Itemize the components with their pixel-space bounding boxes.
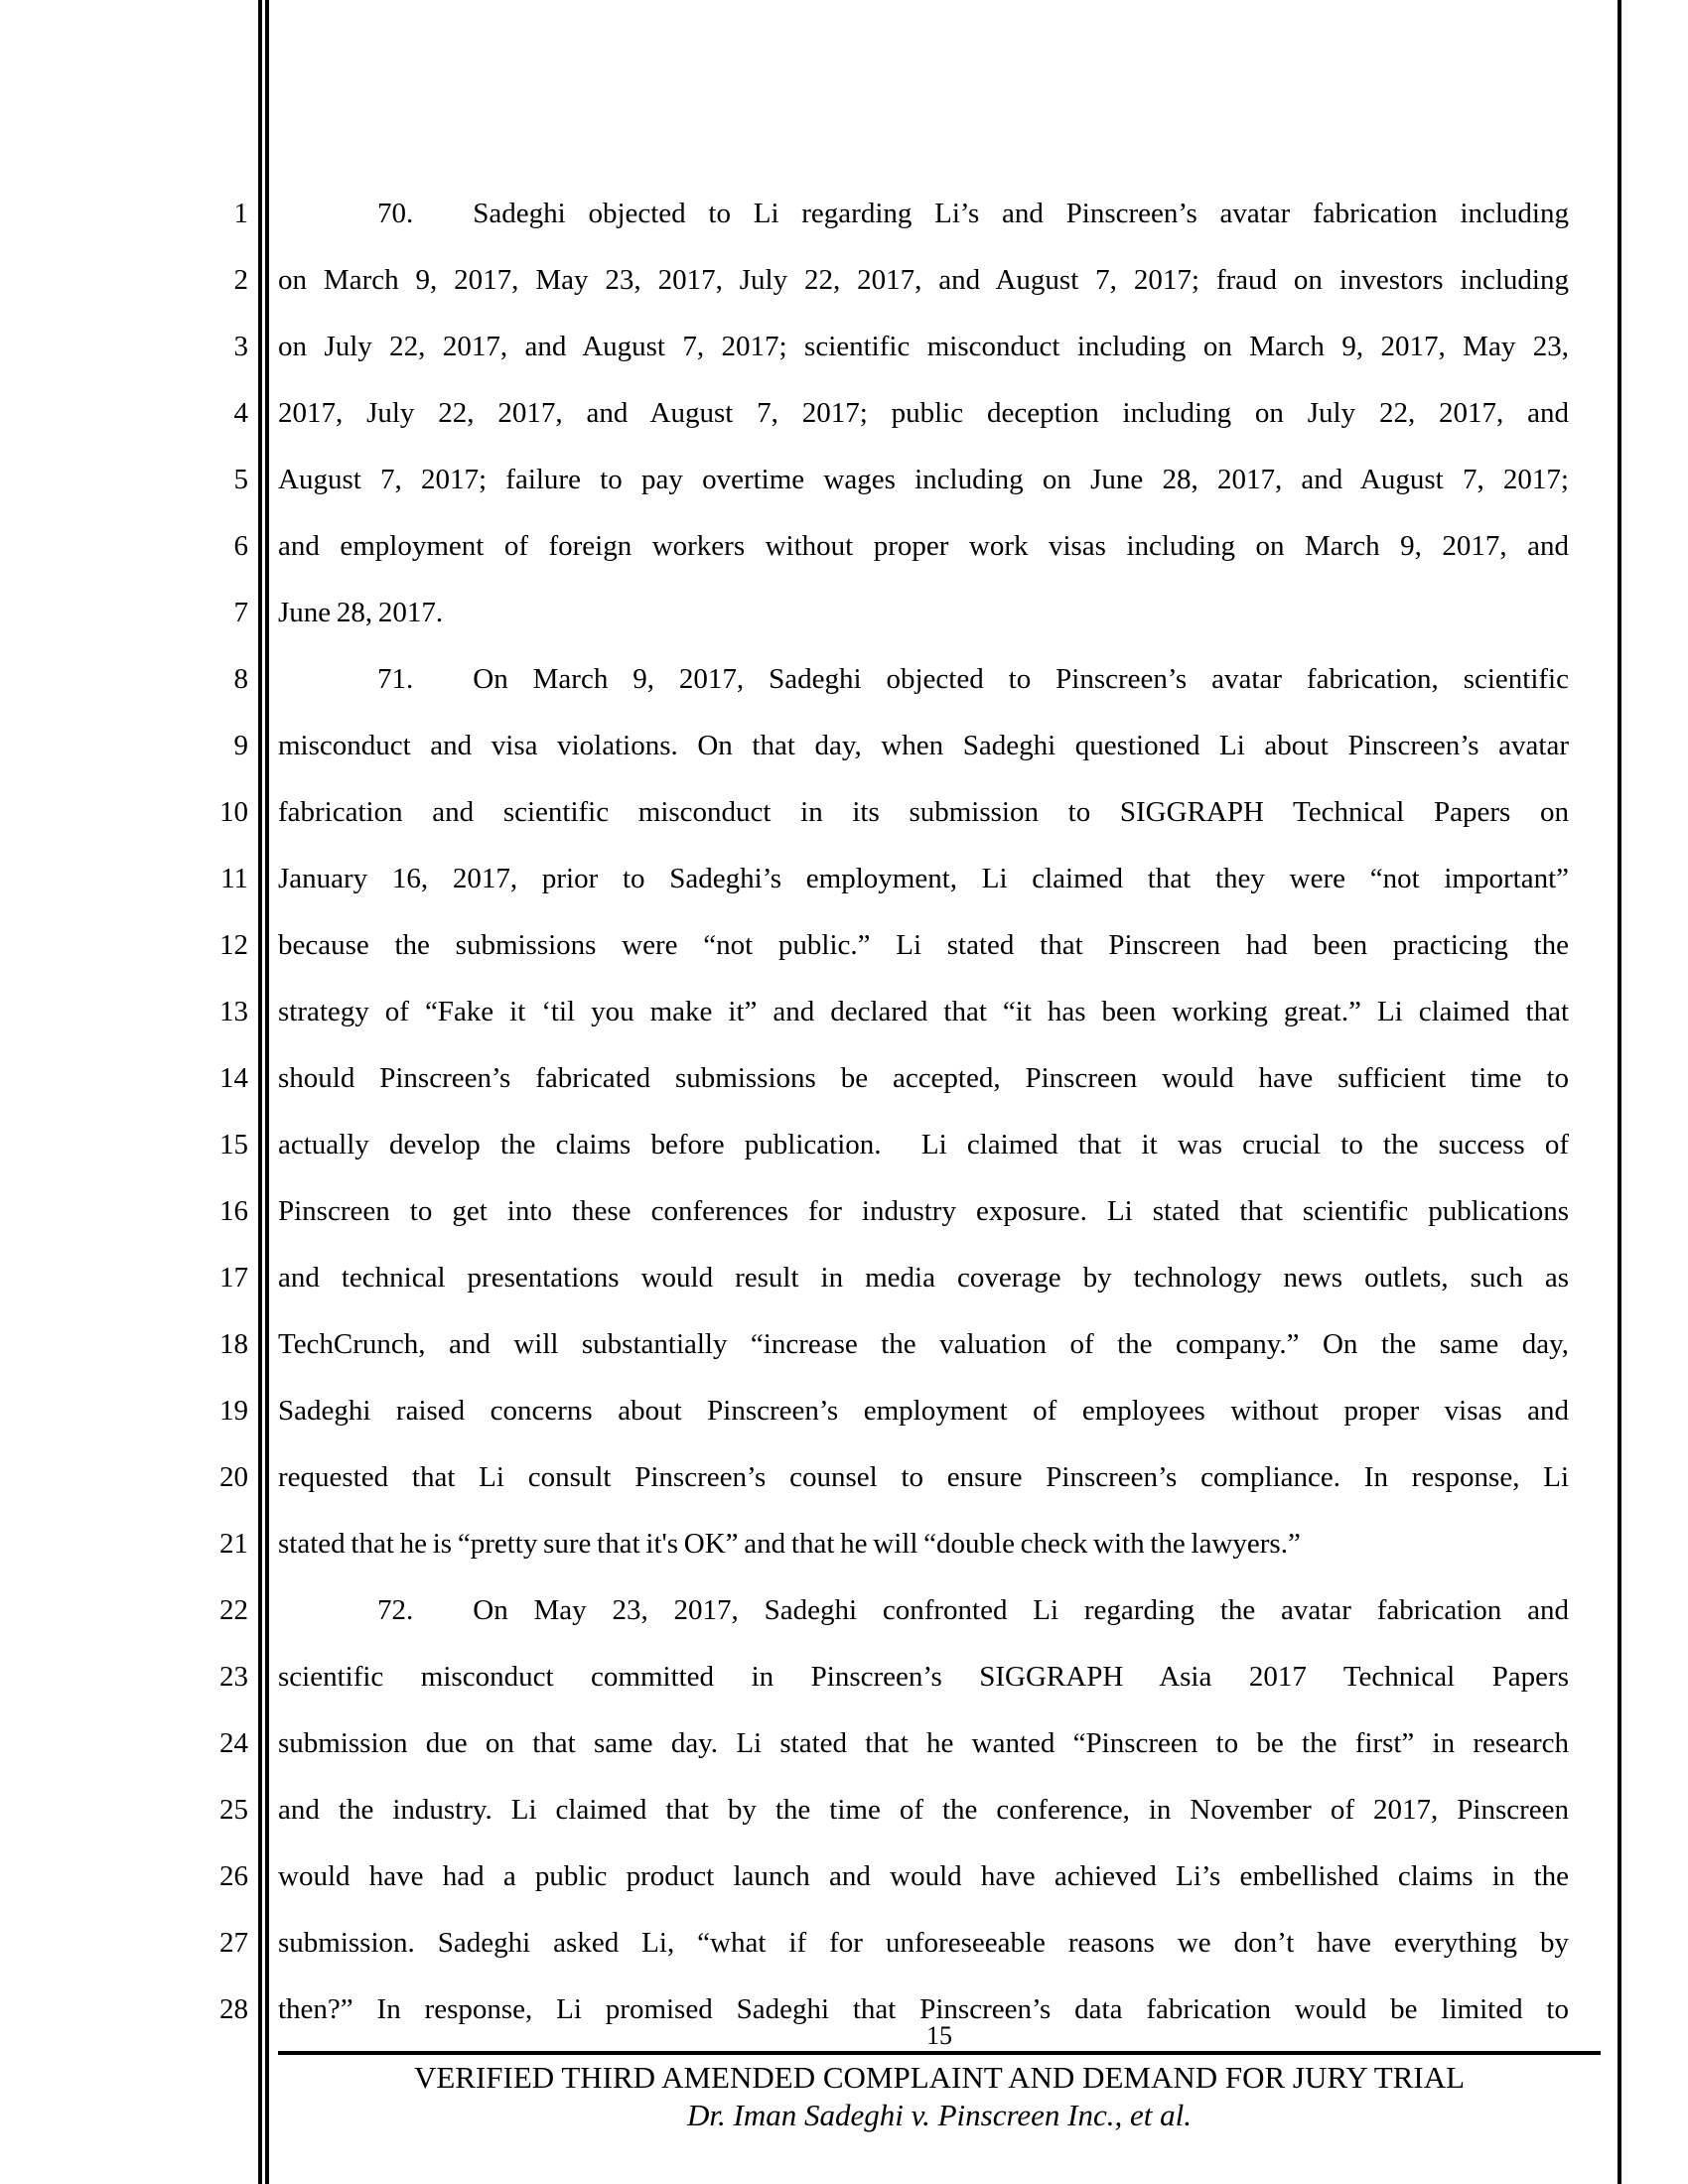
line-text [278,912,1569,979]
line-number: 23 [219,1661,248,1693]
line-text [278,646,1569,713]
line-text-content: submission due on that same day. Li stated that he wanted “Pinscreen to be the first” in research [278,1727,1569,1759]
text-line [0,314,1688,380]
line-number: 25 [219,1794,248,1826]
line-number: 28 [219,1993,248,2025]
line-text [278,979,1569,1045]
text-line [0,447,1688,513]
line-text-content: requested that Li consult Pinscreen’s counsel to ensure Pinscreen’s compliance. In response, Li [278,1461,1569,1493]
line-text-content: On May 23, 2017, Sadeghi confronted Li regarding the avatar fabrication and [473,1594,1569,1626]
line-text-content: actually develop the claims before publication. Li claimed that it was crucial to the success of [278,1129,1569,1160]
line-text-content: TechCrunch, and will substantially “increase the valuation of the company.” On the same day, [278,1328,1569,1360]
line-text [278,1245,1569,1311]
line-number: 5 [233,464,248,495]
line-number: 13 [219,996,248,1027]
text-line [0,1311,1688,1378]
line-text [278,1178,1569,1245]
footer-title: VERIFIED THIRD AMENDED COMPLAINT AND DEMAND FOR JURY TRIAL [413,2060,1466,2095]
line-text [278,380,1569,447]
line-text [278,1311,1569,1378]
line-text [278,1710,1569,1777]
line-text [278,1977,1569,2043]
text-line [0,1577,1688,1644]
line-text [278,1910,1569,1977]
paragraph-number: 70. [377,198,414,229]
text-line [0,1843,1688,1910]
footer-case-caption: Dr. Iman Sadeghi v. Pinscreen Inc., et al. [687,2098,1192,2132]
line-number: 14 [219,1062,248,1094]
line-number: 4 [233,397,248,429]
text-line [0,1977,1688,2043]
text-line [0,1910,1688,1977]
line-text-content: on March 9, 2017, May 23, 2017, July 22, 2017, and August 7, 2017; fraud on investors including [278,264,1569,296]
line-text-content: misconduct and visa violations. On that day, when Sadeghi questioned Li about Pinscreen’s avatar [278,730,1569,761]
line-text-content: Pinscreen to get into these conferences for industry exposure. Li stated that scientific publications [278,1195,1569,1227]
line-text [278,779,1569,846]
footer-rule [278,2051,1601,2055]
line-text [278,447,1569,513]
text-line [0,1378,1688,1444]
text-line [0,1444,1688,1511]
text-line [0,1710,1688,1777]
line-number: 19 [219,1395,248,1427]
line-text-content: strategy of “Fake it ‘til you make it” and declared that “it has been working great.” Li claimed that [278,996,1569,1027]
text-line [0,713,1688,779]
line-text [278,580,1569,646]
line-text [278,1843,1569,1910]
line-text-content: Sadeghi raised concerns about Pinscreen’s employment of employees without proper visas and [278,1395,1569,1427]
text-line [0,846,1688,912]
line-text-content: because the submissions were “not public.” Li stated that Pinscreen had been practicing the [278,929,1569,961]
line-number: 27 [219,1927,248,1959]
body-lines [0,181,1688,2043]
line-number: 15 [219,1129,248,1160]
text-line [0,912,1688,979]
text-line [0,1045,1688,1112]
line-text [278,846,1569,912]
line-text-content: would have had a public product launch and would have achieved Li’s embellished claims in the [278,1860,1569,1892]
line-text-content: on July 22, 2017, and August 7, 2017; scientific misconduct including on March 9, 2017, May 23, [278,331,1569,362]
line-text-content: then?” In response, Li promised Sadeghi that Pinscreen’s data fabrication would be limited to [278,1993,1569,2025]
line-text [278,1577,1569,1644]
text-line [0,1777,1688,1843]
line-text-content: On March 9, 2017, Sadeghi objected to Pinscreen’s avatar fabrication, scientific [473,663,1569,695]
paragraph-number: 72. [377,1594,414,1626]
line-number: 6 [233,530,248,562]
text-line [0,1178,1688,1245]
line-text [278,181,1569,247]
text-line [0,580,1688,646]
text-line [0,1511,1688,1577]
line-number: 18 [219,1328,248,1360]
line-text-content: fabrication and scientific misconduct in its submission to SIGGRAPH Technical Papers on [278,796,1569,828]
line-text [278,513,1569,580]
line-text [278,1777,1569,1843]
page-number: 15 [926,2021,952,2050]
line-number: 24 [219,1727,248,1759]
line-text [278,1378,1569,1444]
line-number: 3 [233,331,248,362]
line-text [278,314,1569,380]
line-number: 21 [219,1528,248,1560]
line-text-content: Sadeghi objected to Li regarding Li’s and Pinscreen’s avatar fabrication including [473,198,1569,229]
line-text-content: scientific misconduct committed in Pinscreen’s SIGGRAPH Asia 2017 Technical Papers [278,1661,1569,1693]
text-line [0,1245,1688,1311]
line-number: 7 [233,597,248,628]
line-number: 22 [219,1594,248,1626]
text-line [0,646,1688,713]
text-line [0,247,1688,314]
line-number: 20 [219,1461,248,1493]
line-number: 1 [233,198,248,229]
text-line [0,1644,1688,1710]
line-text-content: 2017, July 22, 2017, and August 7, 2017; public deception including on July 22, 2017, and [278,397,1569,429]
line-number: 8 [233,663,248,695]
line-text-content: and employment of foreign workers without proper work visas including on March 9, 2017, and [278,530,1569,562]
line-text-content: and technical presentations would result in media coverage by technology news outlets, such as [278,1262,1569,1294]
line-text [278,1511,1569,1577]
text-line [0,513,1688,580]
line-text [278,1644,1569,1710]
line-number: 2 [233,264,248,296]
line-number: 17 [219,1262,248,1294]
text-line [0,380,1688,447]
line-number: 26 [219,1860,248,1892]
paragraph-number: 71. [377,663,414,695]
text-line [0,1112,1688,1178]
line-number: 10 [219,796,248,828]
line-text-content: stated that he is “pretty sure that it's OK” and that he will “double check with the lawyers.” [278,1528,1301,1560]
line-text-content: August 7, 2017; failure to pay overtime wages including on June 28, 2017, and August 7, 2017; [278,464,1569,495]
line-number: 12 [219,929,248,961]
line-text [278,247,1569,314]
text-line [0,979,1688,1045]
line-text-content: should Pinscreen’s fabricated submissions be accepted, Pinscreen would have sufficient time to [278,1062,1569,1094]
line-number: 16 [219,1195,248,1227]
line-text-content: June 28, 2017. [278,597,444,628]
line-text [278,713,1569,779]
line-number: 9 [233,730,248,761]
line-text-content: January 16, 2017, prior to Sadeghi’s employment, Li claimed that they were “not important” [278,863,1569,894]
line-text [278,1112,1569,1178]
line-text-content: and the industry. Li claimed that by the time of the conference, in November of 2017, Pinscreen [278,1794,1569,1826]
line-text [278,1045,1569,1112]
line-number: 11 [220,863,248,894]
text-line [0,181,1688,247]
text-line [0,779,1688,846]
line-text-content: submission. Sadeghi asked Li, “what if for unforeseeable reasons we don’t have everything by [278,1927,1569,1959]
line-text [278,1444,1569,1511]
